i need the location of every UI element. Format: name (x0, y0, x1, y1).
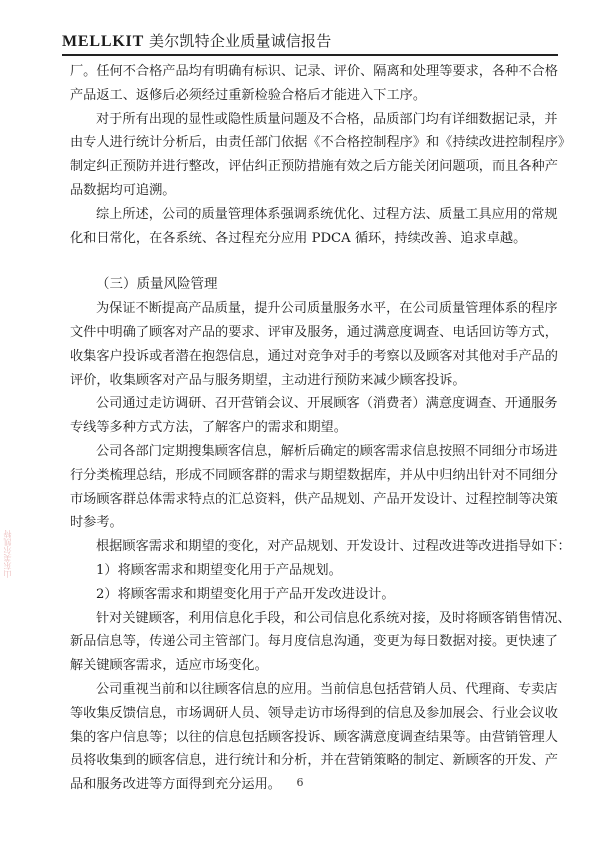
paragraph-line: 时参考。 (70, 515, 123, 531)
paragraph-line: 针对关键顾客，利用信息化手段，和公司信息化系统对接，及时将顾客销售情况、 (96, 610, 571, 626)
paragraph-line: 专线等多种方式方法，了解客户的需求和期望。 (70, 420, 347, 436)
paragraph-line: 对于所有出现的显性或隐性质量问题及不合格，品质部门均有详细数据记录，并 (96, 111, 558, 127)
paragraph-line: 由专人进行统计分析后，由责任部门依据《不合格控制程序》和《持续改进控制程序》 (70, 135, 572, 151)
paragraph-line: 公司通过走访调研、召开营销会议、开展顾客（消费者）满意度调查、开通服务 (96, 396, 558, 412)
section-heading: （三）质量风险管理 (96, 276, 218, 293)
paragraph-line: 制定纠正预防并进行整改，评估纠正预防措施有效之后方能关闭问题项，而且各种产 (70, 159, 558, 175)
paragraph-line: 产品返工、返修后必须经过重新检验合格后才能进入下工序。 (70, 87, 427, 103)
paragraph-line: 为保证不断提高产品质量，提升公司质量服务水平，在公司质量管理体系的程序 (96, 301, 558, 317)
paragraph-line: 品数据均可追溯。 (70, 182, 176, 198)
paragraph-line: 评价，收集顾客对产品与服务期望，主动进行预防来减少顾客投诉。 (70, 372, 466, 388)
paragraph-line: 文件中明确了顾客对产品的要求、评审及服务，通过满意度调查、电话回访等方式， (70, 324, 558, 340)
paragraph-line: 新品信息等，传递公司主管部门。每月度信息沟通，变更为每日数据对接。更快速了 (70, 634, 558, 650)
page-number: 6 (296, 776, 304, 789)
report-title: 美尔凯特企业质量诚信报告 (149, 32, 332, 50)
paragraph-line: 公司各部门定期搜集顾客信息，解析后确定的顾客需求信息按照不同细分市场进 (96, 443, 558, 459)
page-header (62, 32, 558, 56)
document-body (70, 60, 572, 797)
paragraph-line: 厂。任何不合格产品均有明确有标识、记录、评价、隔离和处理等要求，各种不合格 (70, 64, 558, 79)
paragraph-line: 综上所述，公司的质量管理体系强调系统优化、过程方法、质量工具应用的常规 (96, 206, 558, 222)
paragraph-line: 员将收集到的顾客信息，进行统计和分析，并在营销策略的制定、新顾客的开发、产 (70, 753, 558, 769)
paragraph-line: 行分类梳理总结，形成不同顾客群的需求与期望数据库，并从中归纳出针对不同细分 (70, 467, 558, 483)
paragraph-line: 等收集反馈信息，市场调研人员、领导走访市场得到的信息及参加展会、行业会议收 (70, 705, 558, 721)
paragraph-line: 根据顾客需求和期望的变化，对产品规划、开发设计、过程改进等改进指导如下： (96, 539, 571, 555)
brand-logo: MELLKIT (62, 33, 145, 50)
paragraph-line: 收集客户投诉或者潜在抱怨信息，通过对竞争对手的考察以及顾客对其他对手产品的 (70, 348, 558, 364)
seal-stamp-fragment: 山东美尔凯特 (3, 530, 12, 578)
list-item: 2）将顾客需求和期望变化用于产品开发改进设计。 (96, 586, 395, 602)
paragraph-line: 解关键顾客需求，适应市场变化。 (70, 658, 268, 674)
spacer (70, 250, 560, 273)
paragraph-line: 公司重视当前和以往顾客信息的应用。当前信息包括营销人员、代理商、专卖店 (96, 681, 558, 697)
header-title (62, 30, 331, 51)
list-item: 1）将顾客需求和期望变化用于产品规划。 (96, 562, 342, 578)
paragraph-line: 品和服务改进等方面得到充分运用。 (70, 777, 281, 793)
paragraph-line: 集的客户信息等；以往的信息包括顾客投诉、顾客满意度调查结果等。由营销管理人 (70, 729, 558, 745)
paragraph-line: 化和日常化，在各系统、各过程充分应用 PDCA 循环，持续改善、追求卓越。 (70, 230, 527, 246)
paragraph-line: 市场顾客群总体需求特点的汇总资料，供产品规划、产品开发设计、过程控制等决策 (70, 491, 558, 507)
